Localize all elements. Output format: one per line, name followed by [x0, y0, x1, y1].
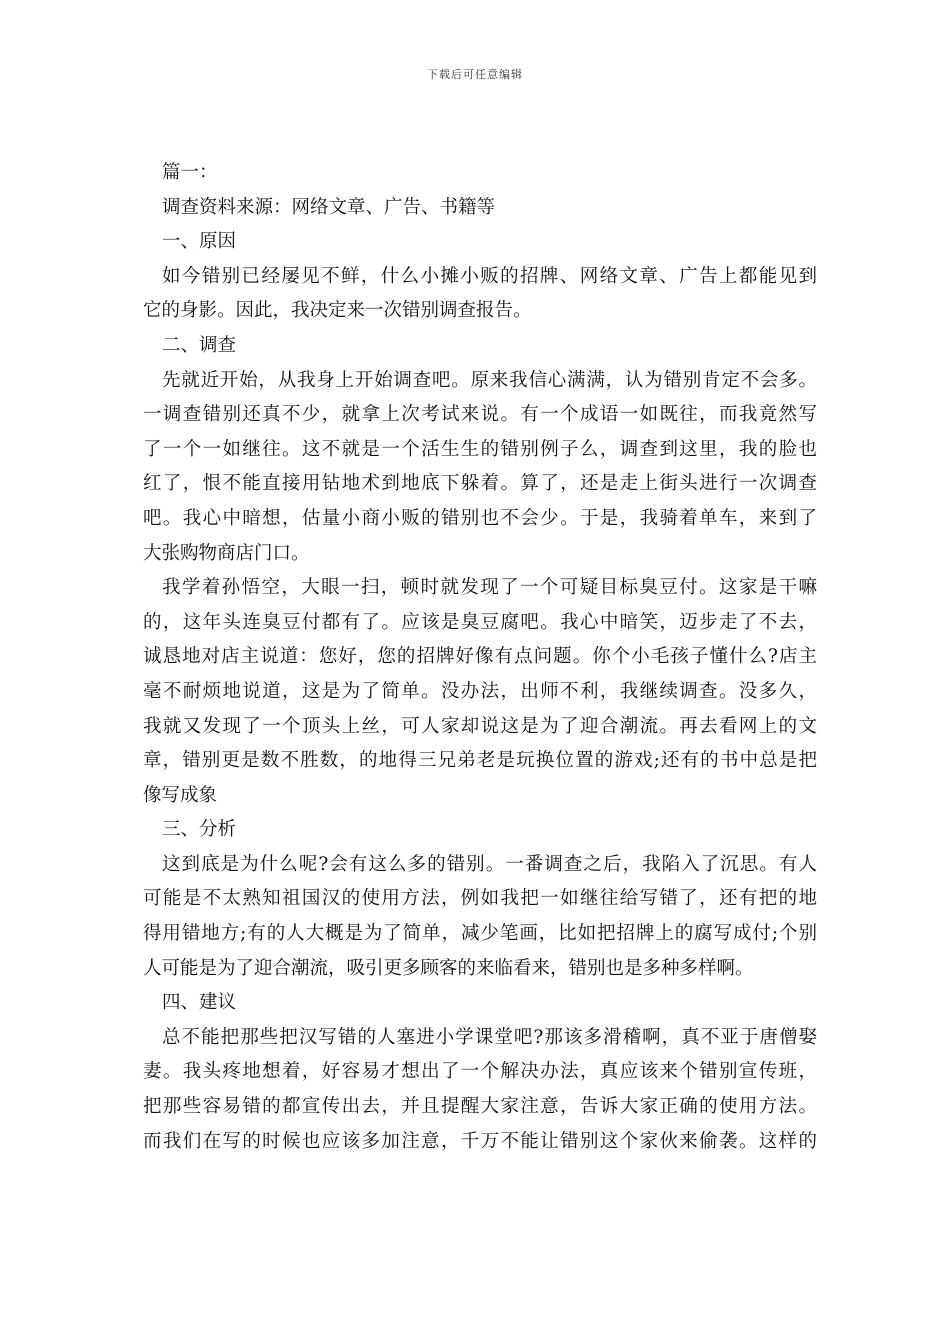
- paragraph-line: 了一个一如继往。这不就是一个活生生的错别例子么，调查到这里，我的脸也: [143, 438, 817, 460]
- paragraph-line: 诚恳地对店主说道：您好，您的招牌好像有点问题。你个小毛孩子懂什么?店主: [143, 646, 817, 668]
- paragraph-line: 而我们在写的时候也应该多加注意，千万不能让错别这个家伙来偷袭。这样的: [143, 1130, 817, 1152]
- source-line: 调查资料来源：网络文章、广告、书籍等: [162, 196, 496, 218]
- paragraph-line: 总不能把那些把汉写错的人塞进小学课堂吧?那该多滑稽啊，真不亚于唐僧娶: [162, 1026, 817, 1048]
- paragraph-line: 它的身影。因此，我决定来一次错别调查报告。: [143, 300, 532, 322]
- paragraph-line: 妻。我头疼地想着，好容易才想出了一个解决办法，真应该来个错别宣传班，: [143, 1061, 817, 1083]
- paragraph-line: 先就近开始，从我身上开始调查吧。原来我信心满满，认为错别肯定不会多。: [162, 369, 817, 391]
- document-body: [143, 156, 817, 1159]
- paragraph-line: 可能是不太熟知祖国汉的使用方法，例如我把一如继往给写错了，还有把的地: [143, 888, 817, 910]
- paragraph-line: 吧。我心中暗想，估量小商小贩的错别也不会少。于是，我骑着单车，来到了: [143, 507, 817, 529]
- paragraph-line: 把那些容易错的都宣传出去，并且提醒大家注意，告诉大家正确的使用方法。: [143, 1096, 817, 1118]
- heading-suggestion: 四、建议: [162, 992, 237, 1014]
- paragraph-line: 这到底是为什么呢?会有这么多的错别。一番调查之后，我陷入了沉思。有人: [162, 853, 817, 875]
- paragraph-line: 大张购物商店门口。: [143, 542, 310, 564]
- heading-analysis: 三、分析: [162, 819, 237, 841]
- section-title: 篇一：: [162, 162, 218, 183]
- paragraph-line: 红了，恨不能直接用钻地术到地底下躲着。算了，还是走上街头进行一次调查: [143, 473, 817, 495]
- paragraph-line: 的，这年头连臭豆付都有了。应该是臭豆腐吧。我心中暗笑，迈步走了不去，: [143, 611, 817, 633]
- paragraph-line: 一调查错别还真不少，就拿上次考试来说。有一个成语一如既往，而我竟然写: [143, 404, 817, 426]
- paragraph-line: 我就又发现了一个顶头上丝，可人家却说这是为了迎合潮流。再去看网上的文: [143, 715, 817, 737]
- paragraph-line: 得用错地方;有的人大概是为了简单，减少笔画，比如把招牌上的腐写成付;个别: [143, 923, 817, 945]
- paragraph-line: 章，错别更是数不胜数，的地得三兄弟老是玩换位置的游戏;还有的书中总是把: [143, 750, 817, 772]
- heading-survey: 二、调查: [162, 334, 237, 356]
- paragraph-line: 人可能是为了迎合潮流，吸引更多顾客的来临看来，错别也是多种多样啊。: [143, 957, 754, 979]
- paragraph-line: 像写成象: [143, 784, 218, 806]
- paragraph-line: 毫不耐烦地说道，这是为了简单。没办法，出师不利，我继续调查。没多久，: [143, 680, 817, 702]
- paragraph-line: 我学着孙悟空，大眼一扫，顿时就发现了一个可疑目标臭豆付。这家是干嘛: [162, 577, 817, 599]
- header-note: 下载后可任意编辑: [427, 68, 523, 81]
- paragraph-line: 如今错别已经屡见不鲜，什么小摊小贩的招牌、网络文章、广告上都能见到: [162, 265, 817, 287]
- heading-reason: 一、原因: [162, 231, 237, 253]
